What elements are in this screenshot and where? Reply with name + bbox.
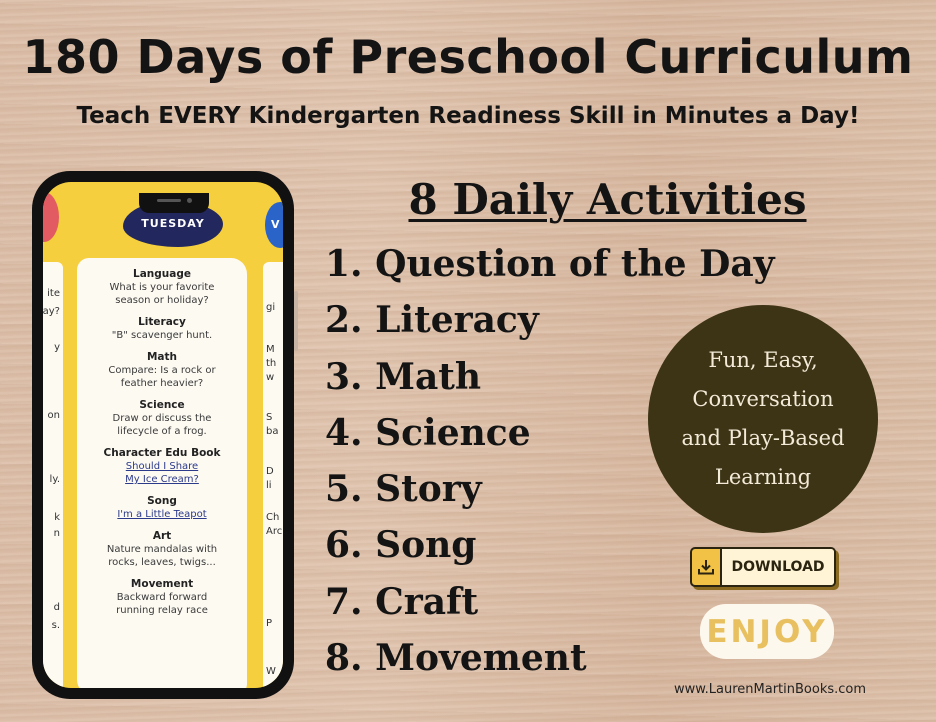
prev-day-fragment: on bbox=[47, 410, 60, 421]
next-day-fragment: li bbox=[266, 480, 272, 491]
phone-activity bbox=[77, 399, 247, 438]
activity-item: 4. Science bbox=[325, 411, 531, 454]
prev-day-fragment: k bbox=[54, 512, 60, 523]
download-label: DOWNLOAD bbox=[722, 549, 834, 585]
download-icon bbox=[692, 549, 722, 585]
phone-activity-link[interactable]: I'm a Little Teapot bbox=[117, 509, 207, 520]
phone-activity bbox=[77, 316, 247, 342]
next-day-fragment: S bbox=[266, 412, 273, 423]
next-day-fragment: M bbox=[266, 344, 275, 355]
phone-screen bbox=[43, 182, 283, 688]
next-day-card bbox=[263, 262, 283, 688]
day-card bbox=[77, 258, 247, 688]
phone-activity-text: running relay race bbox=[116, 605, 208, 616]
activity-item: 2. Literacy bbox=[325, 299, 539, 342]
phone-activity-title: Art bbox=[152, 530, 172, 542]
phone-activity-title: Song bbox=[147, 495, 177, 507]
page-title: 180 Days of Preschool Curriculum bbox=[22, 30, 914, 84]
prev-day-fragment: ay? bbox=[43, 306, 60, 317]
next-day-fragment: Arc bbox=[266, 526, 283, 537]
phone-activity-title: Character Edu Book bbox=[103, 447, 221, 459]
phone-activity bbox=[77, 351, 247, 390]
features-badge bbox=[648, 305, 878, 533]
phone-activity bbox=[77, 268, 247, 307]
phone-activity-title: Language bbox=[133, 268, 191, 280]
phone-activity-text: Compare: Is a rock or bbox=[108, 365, 216, 376]
phone-activity-text: "B" scavenger hunt. bbox=[111, 330, 213, 341]
prev-day-badge bbox=[43, 192, 59, 242]
phone-activity-link[interactable]: My Ice Cream? bbox=[125, 474, 199, 485]
page-subtitle: Teach EVERY Kindergarten Readiness Skill in Minutes a Day! bbox=[76, 103, 860, 129]
phone-activity-title: Movement bbox=[130, 578, 194, 590]
phone-side-button bbox=[294, 291, 298, 351]
phone-activity-text: What is your favorite bbox=[109, 282, 215, 293]
prev-day-fragment: s. bbox=[51, 620, 60, 631]
next-day-initial: V bbox=[271, 218, 280, 231]
features-line: Learning bbox=[714, 465, 812, 489]
enjoy-badge: ENJOY bbox=[700, 604, 834, 659]
phone-activity bbox=[77, 530, 247, 569]
website-url: www.LaurenMartinBooks.com bbox=[673, 682, 867, 697]
activity-item: 6. Song bbox=[325, 524, 477, 567]
next-day-badge bbox=[265, 202, 283, 248]
features-line: Fun, Easy, bbox=[708, 348, 818, 372]
prev-day-fragment: n bbox=[53, 528, 60, 539]
activity-item: 7. Craft bbox=[325, 580, 479, 623]
next-day-fragment: th bbox=[266, 358, 277, 369]
next-day-fragment: P bbox=[266, 618, 273, 629]
phone-activity-text: lifecycle of a frog. bbox=[117, 426, 207, 437]
phone-activity-text: Backward forward bbox=[116, 592, 208, 603]
features-line: and Play-Based bbox=[681, 426, 845, 450]
activities-heading: 8 Daily Activities bbox=[408, 175, 807, 224]
next-day-fragment: gi bbox=[266, 302, 276, 313]
next-day-fragment: D bbox=[266, 466, 274, 477]
prev-day-fragment: ly. bbox=[49, 474, 60, 485]
next-day-fragment: W bbox=[266, 666, 276, 677]
activity-item: 1. Question of the Day bbox=[325, 243, 775, 285]
features-line: Conversation bbox=[692, 387, 834, 411]
prev-day-fragment: ite bbox=[47, 288, 60, 299]
next-day-fragment: ba bbox=[266, 426, 279, 437]
phone-activity bbox=[77, 495, 247, 521]
phone-activity-title: Literacy bbox=[138, 316, 186, 328]
next-day-fragment: w bbox=[266, 372, 275, 383]
phone-activity-title: Math bbox=[146, 351, 178, 363]
prev-day-fragment: d bbox=[53, 602, 60, 613]
prev-day-card bbox=[43, 262, 63, 688]
activity-item: 5. Story bbox=[325, 468, 482, 511]
next-day-fragment: Ch bbox=[266, 512, 280, 523]
phone-notch bbox=[139, 193, 209, 213]
activity-item: 3. Math bbox=[325, 355, 482, 398]
phone-activity-text: season or holiday? bbox=[115, 295, 209, 306]
phone-activity-text: rocks, leaves, twigs... bbox=[108, 557, 216, 568]
phone-activity bbox=[77, 578, 247, 617]
phone-mockup bbox=[32, 171, 294, 699]
phone-activity-title: Science bbox=[139, 399, 185, 411]
activity-item: 8. Movement bbox=[325, 637, 587, 680]
phone-activity-link[interactable]: Should I Share bbox=[125, 461, 199, 472]
prev-day-fragment: y bbox=[54, 342, 60, 353]
download-button[interactable] bbox=[690, 547, 836, 587]
phone-activity-text: feather heavier? bbox=[120, 378, 204, 389]
phone-activity-text: Draw or discuss the bbox=[112, 413, 212, 424]
day-badge: TUESDAY bbox=[123, 201, 223, 247]
phone-activity bbox=[77, 447, 247, 486]
phone-activity-text: Nature mandalas with bbox=[106, 544, 218, 555]
